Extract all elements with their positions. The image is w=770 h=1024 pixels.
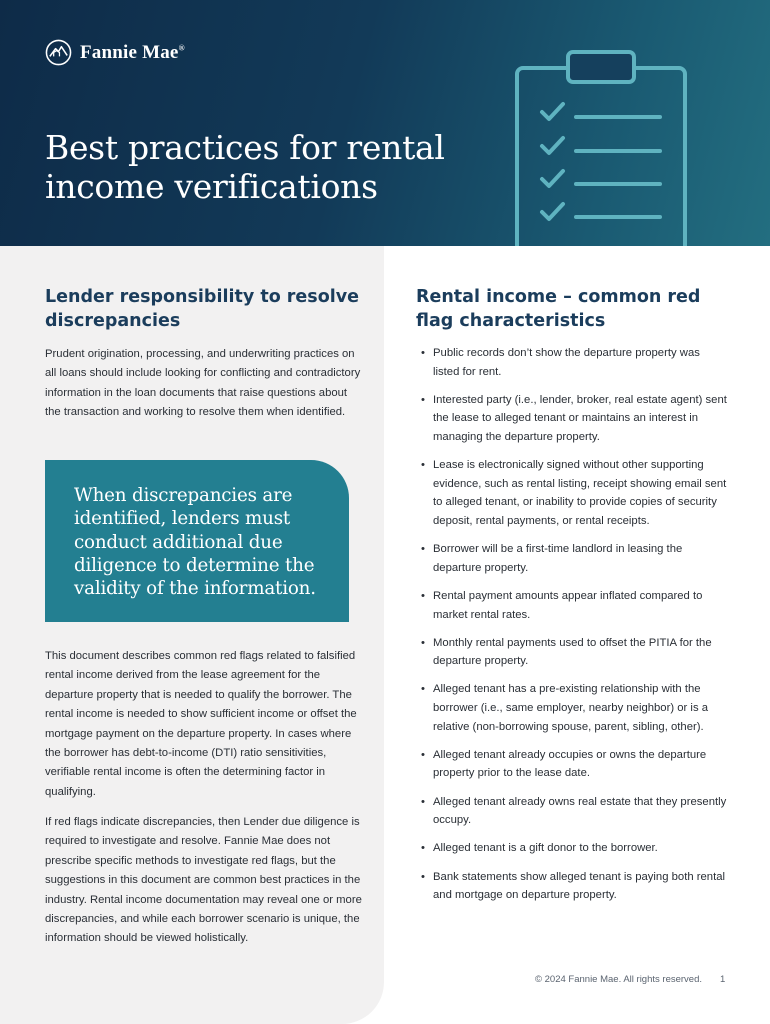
copyright-footer: © 2024 Fannie Mae. All rights reserved. <box>535 974 703 985</box>
header-banner <box>0 0 770 246</box>
list-item: • Bank statements show alleged tenant is paying both rental and mortgage on departure property. <box>421 868 727 905</box>
list-item: • Rental payment amounts appear inflated compared to market rental rates. <box>421 587 727 624</box>
list-item: • Borrower will be a first-time landlord in leasing the departure property. <box>421 540 727 577</box>
callout-text: When discrepancies are identified, lenders must conduct additional due diligence to determine the validity of the information. <box>74 485 316 600</box>
page-number: 1 <box>720 974 726 985</box>
list-item: • Interested party (i.e., lender, broker, real estate agent) sent the lease to alleged tenant or maintains an interest in managing the departure property. <box>421 391 727 447</box>
list-item: • Alleged tenant is a gift donor to the borrower. <box>421 839 727 858</box>
list-item: • Alleged tenant already occupies or owns the departure property prior to the lease date. <box>421 746 727 783</box>
callout-box <box>45 460 349 622</box>
list-item: • Monthly rental payments used to offset the PITIA for the departure property. <box>421 634 727 671</box>
list-item: • Public records don’t show the departure property was listed for rent. <box>421 344 727 381</box>
brand-name: Fannie Mae® <box>80 41 185 63</box>
fannie-mae-logo-icon <box>45 39 72 66</box>
page-title: Best practices for rental income verifications <box>45 128 445 206</box>
body-paragraph-1: This document describes common red flags related to falsified rental income derived from the lease agreement for the departure property that is needed to qualify the borrower. The rental income is needed to show sufficient income or offset the mortgage payment on the departure property. In cases where the borrower has debt-to-income (DTI) ratio sensitivities, verifiable rental income is often the determining factor in qualifying. <box>45 650 357 798</box>
red-flag-list <box>421 344 727 914</box>
list-item: • Alleged tenant already owns real estate that they presently occupy. <box>421 793 727 830</box>
right-heading: Rental income – common red flag characteristics <box>416 287 701 331</box>
left-heading: Lender responsibility to resolve discrepancies <box>45 287 360 331</box>
intro-paragraph: Prudent origination, processing, and underwriting practices on all loans should include looking for conflicting and contradictory information in the loan documents that raise questions about the transaction and working to resolve them when identified. <box>45 348 361 419</box>
list-item: • Lease is electronically signed without other supporting evidence, such as rental listing, receipt showing email sent to alleged tenant, or inability to provide copies of security deposit, rental payments, or rental receipts. <box>421 456 727 530</box>
list-item: • Alleged tenant has a pre-existing relationship with the borrower (i.e., same employer, nearby neighbor) or is a relative (non-borrowing spouse, parent, sibling, other). <box>421 680 727 736</box>
clipboard-checklist-icon <box>508 46 692 246</box>
brand-logo[interactable] <box>45 39 185 66</box>
body-paragraph-2: If red flags indicate discrepancies, then Lender due diligence is required to investigate and resolve. Fannie Mae does not prescribe specific methods to investigate red flags, but the suggestions in this document are common best practices in the industry. Rental income documentation may reveal one or more discrepancies, and while each borrower scenario is unique, the information should be viewed holistically. <box>45 816 362 945</box>
